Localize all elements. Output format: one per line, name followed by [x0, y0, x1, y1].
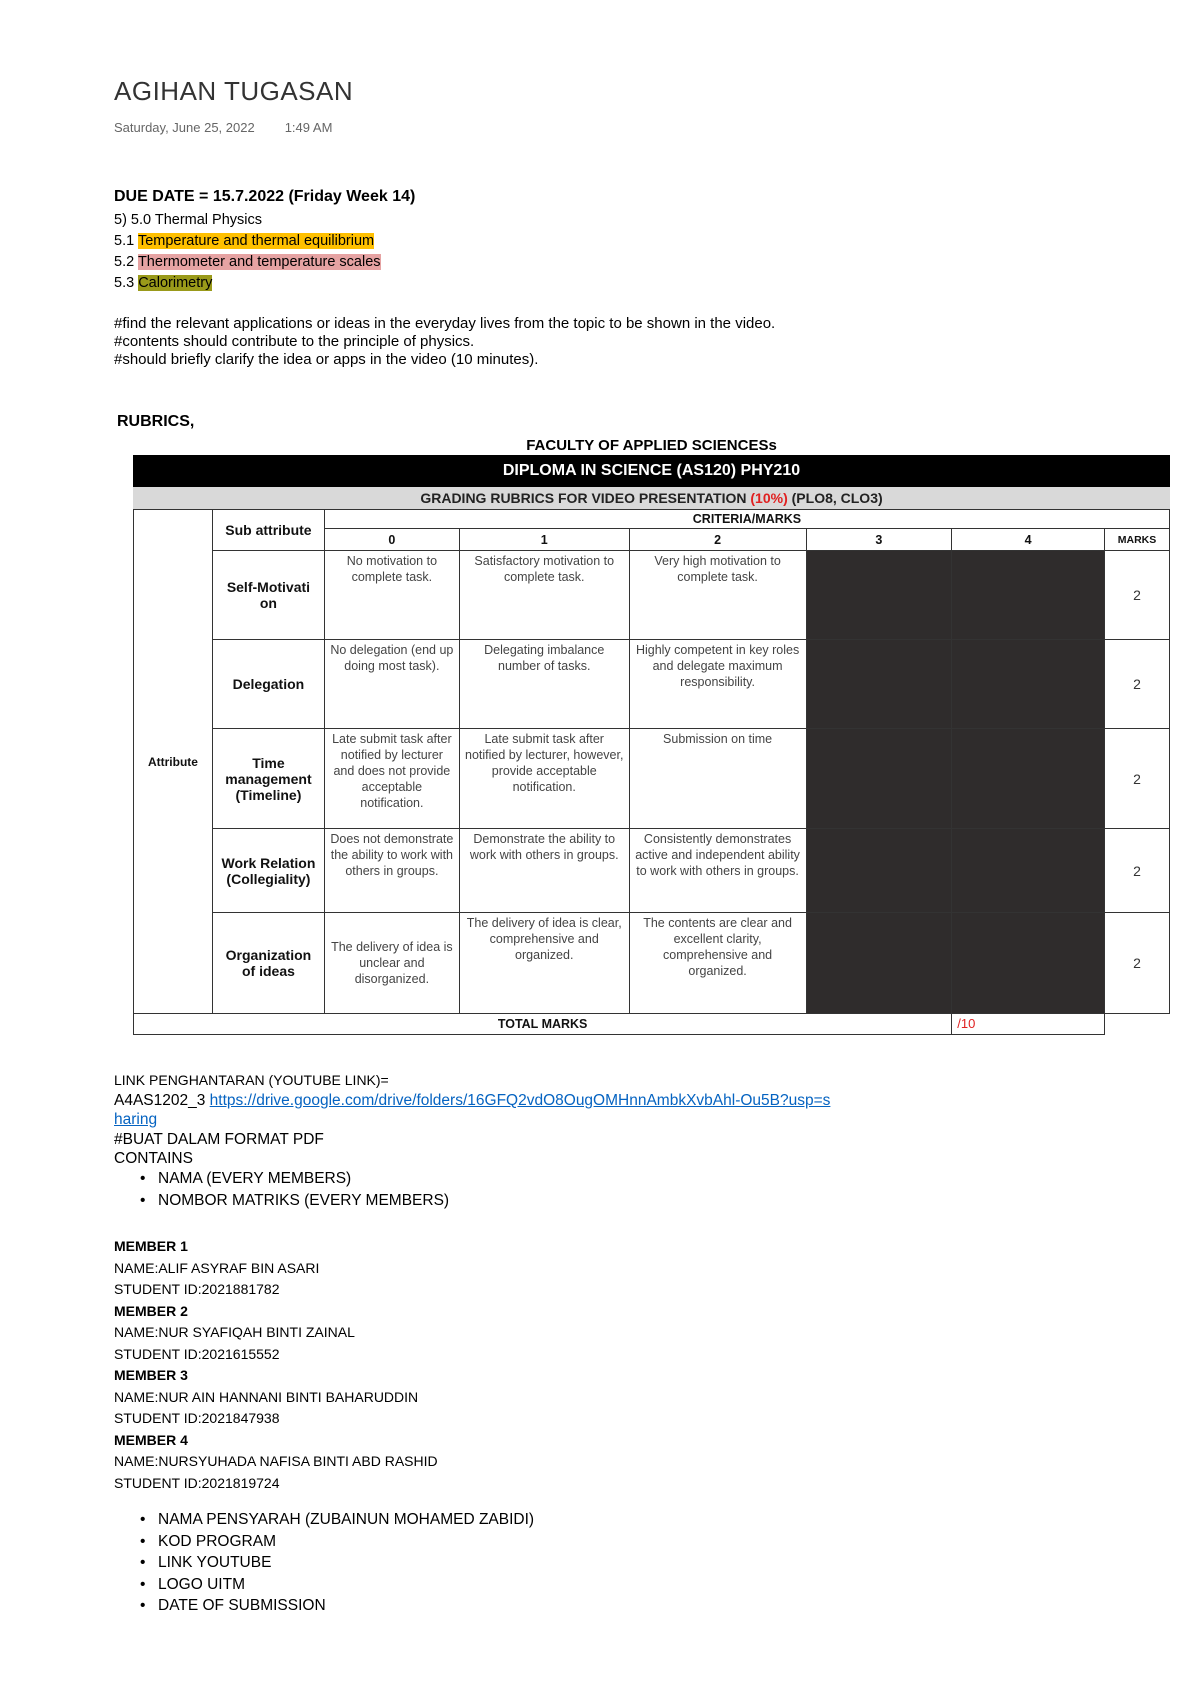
member-head: MEMBER 2: [114, 1302, 188, 1319]
topic-1-num: 5.1: [114, 233, 135, 249]
notes: [114, 315, 834, 369]
col-3: 3: [806, 529, 952, 551]
row-c0: Late submit task after notified by lecturer and does not provide acceptable notification.: [324, 729, 459, 829]
col-0: 0: [324, 529, 459, 551]
row-c2: Highly competent in key roles and delegate maximum responsibility.: [629, 640, 806, 729]
member-id: STUDENT ID:2021847938: [114, 1410, 280, 1426]
row-c3-shaded: [806, 829, 952, 913]
sub-attribute-header: Sub attribute: [212, 510, 324, 551]
topic-3: [114, 273, 212, 294]
submission-label: LINK PENGHANTARAN (YOUTUBE LINK)=: [114, 1072, 389, 1088]
member-id: STUDENT ID:2021819724: [114, 1474, 280, 1491]
member-name: NAME:NUR AIN HANNANI BINTI BAHARUDDIN: [114, 1388, 419, 1405]
row-c4-shaded: [952, 551, 1105, 640]
contains-label: CONTAINS: [114, 1150, 193, 1167]
rubric-table: [133, 509, 1170, 1035]
row-c1: The delivery of idea is clear, comprehensive and organized.: [459, 913, 629, 1014]
list-item: • NAMA PENSYARAH (ZUBAINUN MOHAMED ZABIDI): [158, 1509, 534, 1531]
row-c4-shaded: [952, 829, 1105, 913]
grading-post: (PLO8, CLO3): [791, 490, 883, 506]
table-row: [134, 913, 1170, 1014]
list-item: • NOMBOR MATRIKS (EVERY MEMBERS): [158, 1190, 449, 1212]
criteria-header: CRITERIA/MARKS: [324, 510, 1169, 529]
row-c3-shaded: [806, 729, 952, 829]
list-item: • NAMA (EVERY MEMBERS): [158, 1168, 449, 1190]
row-marks: 2: [1104, 640, 1169, 729]
row-c1: Delegating imbalance number of tasks.: [459, 640, 629, 729]
grading-pct: (10%): [750, 490, 788, 506]
topic-2-text: Thermometer and temperature scales: [137, 254, 381, 270]
group-code: A4AS1202_3: [114, 1092, 206, 1109]
row-c0: No motivation to complete task.: [324, 551, 459, 640]
page-dateline: [114, 120, 332, 135]
row-c2: Submission on time: [629, 729, 806, 829]
row-c3-shaded: [806, 551, 952, 640]
members-list: [114, 1236, 438, 1494]
list-item: • DATE OF SUBMISSION: [158, 1595, 534, 1617]
member-name: NAME:NURSYUHADA NAFISA BINTI ABD RASHID: [114, 1453, 438, 1469]
format-note: #BUAT DALAM FORMAT PDF: [114, 1131, 324, 1148]
member-name: NAME:ALIF ASYRAF BIN ASARI: [114, 1259, 320, 1276]
rubric-header-row: [134, 510, 1170, 529]
attribute-cell: Attribute: [134, 510, 213, 1014]
row-c0: Does not demonstrate the ability to work with others in groups.: [324, 829, 459, 913]
member-name: NAME:NUR SYAFIQAH BINTI ZAINAL: [114, 1324, 355, 1340]
submission-link-line: [114, 1091, 834, 1129]
col-2: 2: [629, 529, 806, 551]
note-1: #find the relevant applications or ideas in the everyday lives from the topic to be shown in the video.: [114, 315, 776, 332]
row-c0: The delivery of idea is unclear and disorganized.: [324, 913, 459, 1014]
table-row: [134, 729, 1170, 829]
row-c3-shaded: [806, 913, 952, 1014]
row-c4-shaded: [952, 640, 1105, 729]
page-title: AGIHAN TUGASAN: [114, 76, 354, 106]
col-marks: MARKS: [1104, 529, 1169, 551]
list-item: • KOD PROGRAM: [158, 1531, 534, 1553]
topic-3-num: 5.3: [114, 275, 135, 291]
row-c1: Satisfactory motivation to complete task.: [459, 551, 629, 640]
total-row: [134, 1014, 1170, 1035]
topic-1: [114, 231, 374, 252]
rubrics-label: RUBRICS,: [117, 413, 195, 430]
row-c4-shaded: [952, 729, 1105, 829]
row-c2: Consistently demonstrates active and independent ability to work with others in groups.: [629, 829, 806, 913]
row-c0: No delegation (end up doing most task).: [324, 640, 459, 729]
list-item: • LOGO UITM: [158, 1574, 534, 1596]
row-c2: The contents are clear and excellent clarity, comprehensive and organized.: [629, 913, 806, 1014]
grading-pre: GRADING RUBRICS FOR VIDEO PRESENTATION: [420, 490, 747, 506]
col-4: 4: [952, 529, 1105, 551]
row-name: Organization of ideas: [212, 913, 324, 1014]
note-3: #should briefly clarify the idea or apps in the video (10 minutes).: [114, 351, 539, 368]
table-row: [134, 829, 1170, 913]
row-marks: 2: [1104, 913, 1169, 1014]
rubric-faculty: FACULTY OF APPLIED SCIENCESs: [526, 437, 777, 454]
member-id: STUDENT ID:2021615552: [114, 1345, 280, 1362]
row-c4-shaded: [952, 913, 1105, 1014]
table-row: [134, 640, 1170, 729]
topic-3-text: Calorimetry: [138, 275, 213, 291]
member-head: MEMBER 4: [114, 1431, 188, 1448]
member-head: MEMBER 1: [114, 1238, 188, 1254]
topic-main: 5) 5.0 Thermal Physics: [114, 212, 263, 228]
list-item: • LINK YOUTUBE: [158, 1552, 534, 1574]
row-name: Self-Motivati on: [212, 551, 324, 640]
row-name: Work Relation (Collegiality): [212, 829, 324, 913]
rubric-grading-title: [133, 487, 1170, 509]
topic-1-text: Temperature and thermal equilibrium: [137, 233, 375, 249]
row-c3-shaded: [806, 640, 952, 729]
rubric-diploma: DIPLOMA IN SCIENCE (AS120) PHY210: [133, 455, 1170, 487]
row-marks: 2: [1104, 829, 1169, 913]
row-marks: 2: [1104, 729, 1169, 829]
row-c1: Demonstrate the ability to work with others in groups.: [459, 829, 629, 913]
total-value: /10: [952, 1014, 1105, 1035]
row-c1: Late submit task after notified by lecturer, however, provide acceptable notification.: [459, 729, 629, 829]
note-2: #contents should contribute to the principle of physics.: [114, 333, 475, 350]
page-time: 1:49 AM: [284, 120, 333, 135]
table-row: [134, 551, 1170, 640]
drive-link[interactable]: https://drive.google.com/drive/folders/16GFQ2vdO8OugOMHnnAmbkXvbAhl-Ou5B?usp=sharing: [114, 1092, 831, 1128]
page-date: Saturday, June 25, 2022: [114, 120, 255, 135]
due-date: DUE DATE = 15.7.2022 (Friday Week 14): [114, 188, 416, 205]
contains-list-2: [114, 1509, 534, 1617]
contains-list-1: [114, 1168, 449, 1211]
topic-2: [114, 252, 381, 273]
member-head: MEMBER 3: [114, 1367, 188, 1383]
row-name: Time management (Timeline): [212, 729, 324, 829]
row-c2: Very high motivation to complete task.: [629, 551, 806, 640]
topic-2-num: 5.2: [114, 254, 135, 270]
row-marks: 2: [1104, 551, 1169, 640]
total-label: TOTAL MARKS: [134, 1014, 952, 1035]
member-id: STUDENT ID:2021881782: [114, 1281, 280, 1297]
col-1: 1: [459, 529, 629, 551]
row-name: Delegation: [212, 640, 324, 729]
